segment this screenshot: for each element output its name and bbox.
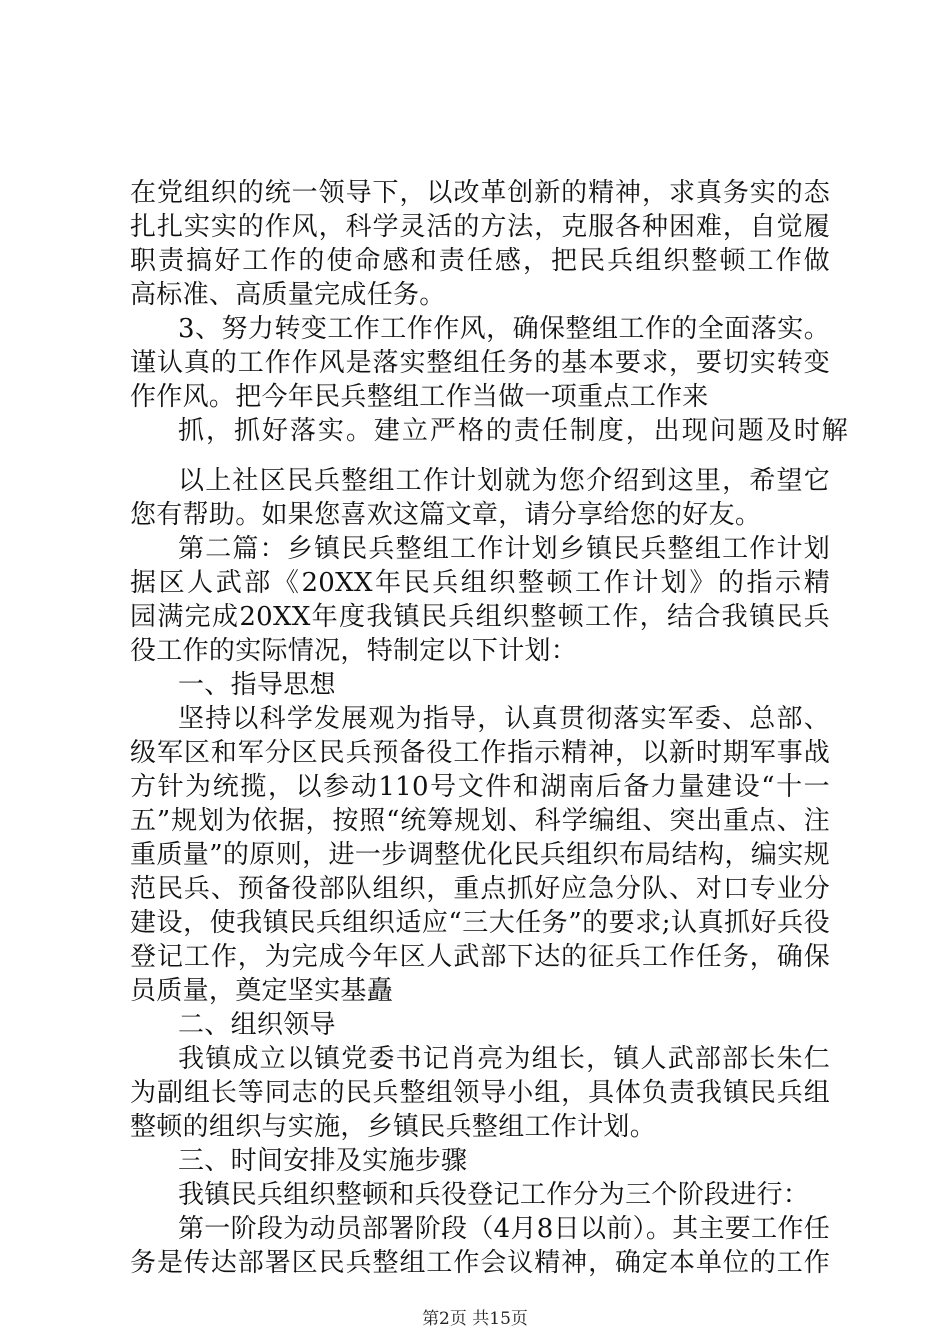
text-line: 3、努力转变工作工作作风，确保整组工作的全面落实。 [178,314,830,344]
text-line: 务是传达部署区民兵整组工作会议精神，确定本单位的工作 [130,1248,830,1278]
text-line: 以上社区民兵整组工作计划就为您介绍到这里，希望它 [178,466,830,496]
text-line: 园满完成20XX年度我镇民兵组织整顿工作，结合我镇民兵 [130,602,830,632]
text-line: 我镇民兵组织整顿和兵役登记工作分为三个阶段进行： [178,1180,810,1210]
text-line: 第二篇：乡镇民兵整组工作计划乡镇民兵整组工作计划 [178,534,830,564]
page-footer: 第2页 共15页 [422,1309,528,1329]
text-line: 谨认真的工作作风是落实整组任务的基本要求，要切实转变 [130,348,830,378]
text-line: 登记工作，为完成今年区人武部下达的征兵工作任务，确保 [130,942,830,972]
text-line: 您有帮助。如果您喜欢这篇文章，请分享给您的好友。 [130,500,762,530]
text-line: 在党组织的统一领导下，以改革创新的精神，求真务实的态 [130,178,830,208]
section-heading: 三、时间安排及实施步骤 [178,1146,468,1176]
text-line: 为副组长等同志的民兵整组领导小组，具体负责我镇民兵组 [130,1078,830,1108]
text-line: 级军区和军分区民兵预备役工作指示精神，以新时期军事战 [130,738,830,768]
text-line: 方针为统揽，以参动110号文件和湖南后备力量建设“十一 [130,772,830,802]
section-heading: 二、组织领导 [178,1010,336,1040]
text-line: 整顿的组织与实施，乡镇民兵整组工作计划。 [130,1112,657,1142]
text-line: 职责搞好工作的使命感和责任感，把民兵组织整顿工作做 [130,246,830,276]
text-line: 重质量”的原则，进一步调整优化民兵组织布局结构，编实规 [130,840,830,870]
section-heading: 一、指导思想 [178,670,336,700]
text-line: 员质量，奠定坚实基矗 [130,976,394,1006]
text-line: 我镇成立以镇党委书记肖亮为组长，镇人武部部长朱仁 [178,1044,830,1074]
text-line: 第一阶段为动员部署阶段（4月8日以前）。其主要工作任 [178,1214,830,1244]
text-line: 高标准、高质量完成任务。 [130,280,446,310]
text-line: 五”规划为依据，按照“统筹规划、科学编组、突出重点、注 [130,806,830,836]
text-line: 范民兵、预备役部队组织，重点抓好应急分队、对口专业分 [130,874,830,904]
text-line: 役工作的实际情况，特制定以下计划： [130,636,578,666]
text-line: 建设，使我镇民兵组织适应“三大任务”的要求;认真抓好兵役 [130,908,830,938]
text-line: 坚持以科学发展观为指导，认真贯彻落实军委、总部、 [178,704,830,734]
text-line: 据区人武部《20XX年民兵组织整顿工作计划》的指示精 [130,568,830,598]
text-line: 作作风。把今年民兵整组工作当做一项重点工作来 [130,382,709,412]
text-line: 扎扎实实的作风，科学灵活的方法，克服各种困难，自觉履 [130,212,830,242]
text-line: 抓，抓好落实。建立严格的责任制度，出现问题及时解 [178,416,848,446]
